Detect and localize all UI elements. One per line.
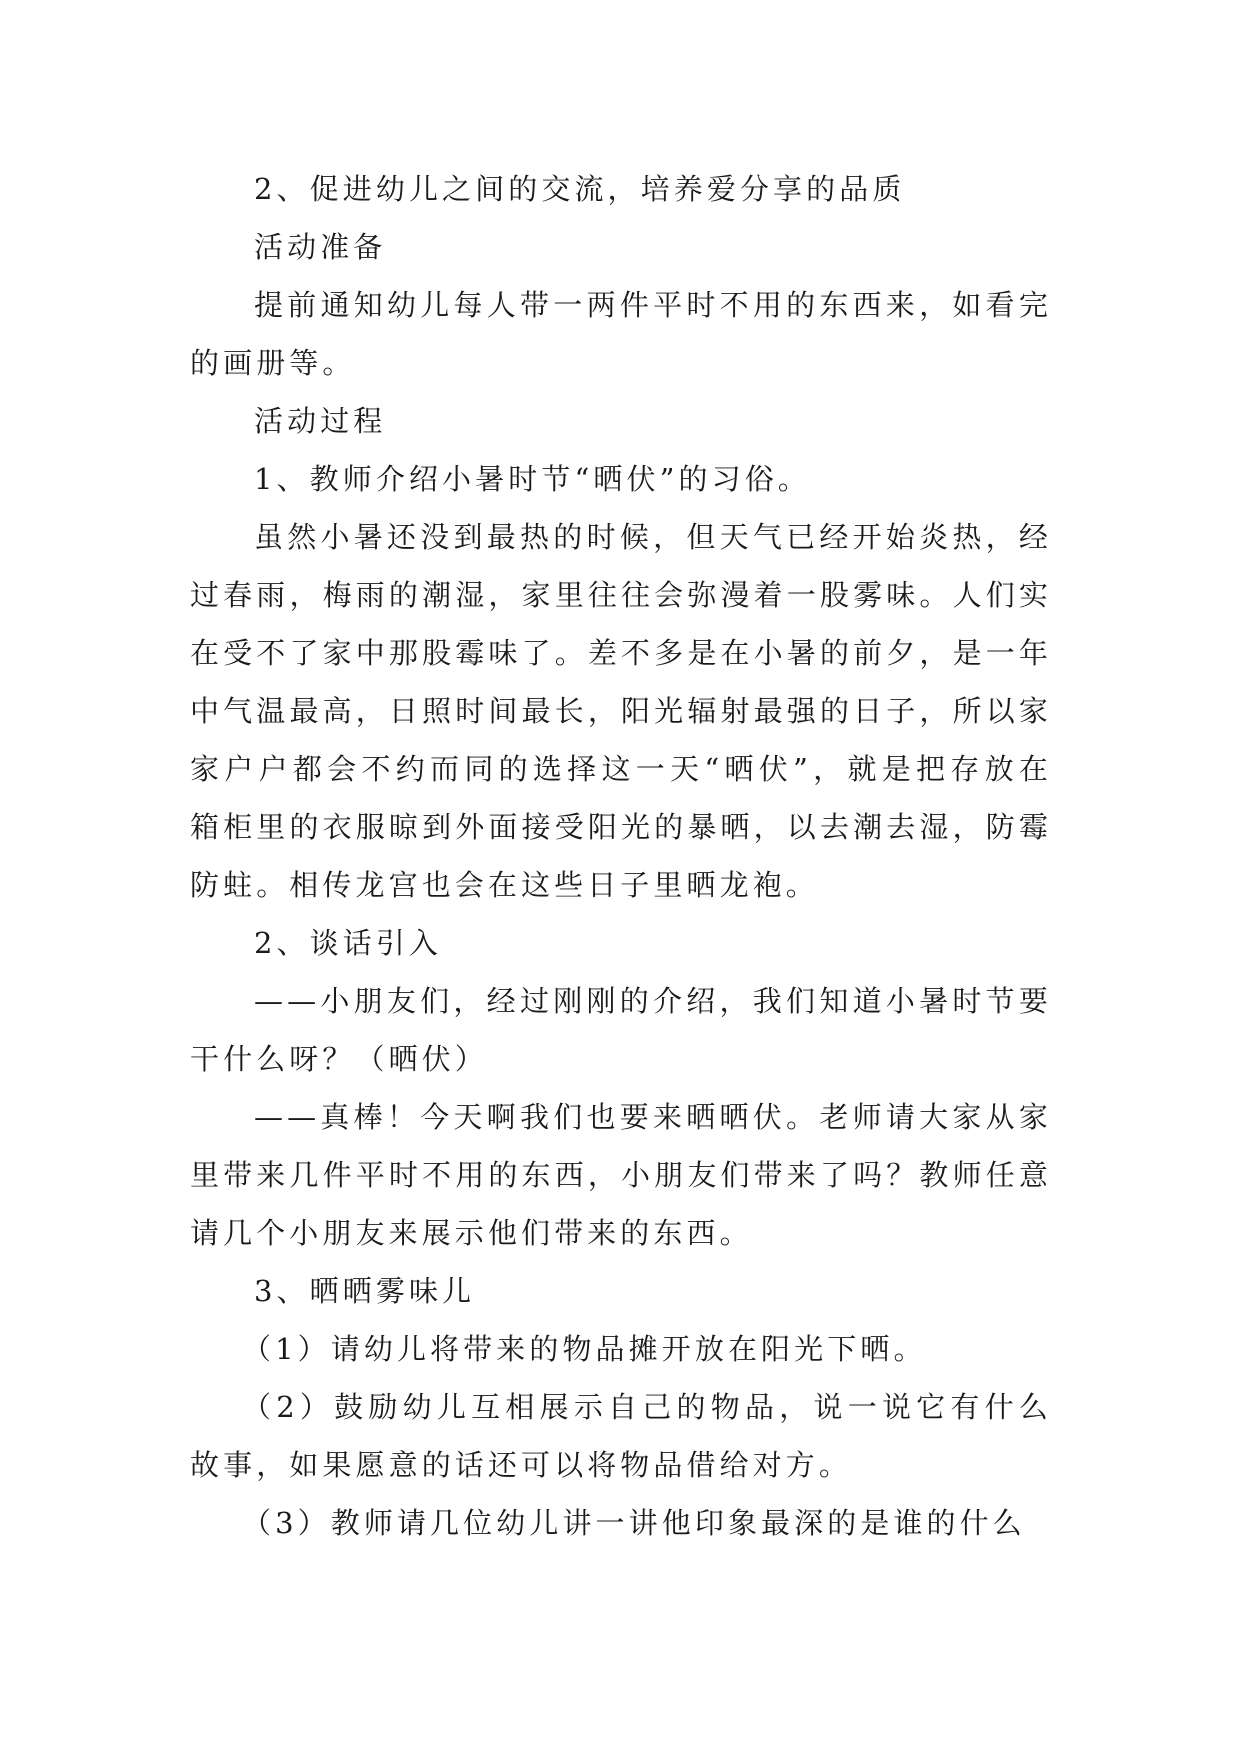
- paragraph-dialogue-1: ——小朋友们，经过刚刚的介绍，我们知道小暑时节要干什么呀？（晒伏）: [190, 984, 1052, 1076]
- paragraph-step-1-detail: 虽然小暑还没到最热的时候，但天气已经开始炎热，经过春雨，梅雨的潮湿，家里往往会弥漫着一股雾味。人们实在受不了家中那股霉味了。差不多是在小暑的前夕，是一年中气温最高，日照时间最长，阳光辐射最强的日子，所以家家户户都会不约而同的选择这一天“晒伏”，就是把存放在箱柜里的衣服晾到外面接受阳光的暴晒，以去潮去湿，防霉防蛀。相传龙宫也会在这些日子里晒龙袍。: [190, 520, 1052, 902]
- document-body: [190, 160, 1052, 1552]
- paragraph-step-1: 1、教师介绍小暑时节“晒伏”的习俗。: [254, 462, 811, 496]
- paragraph-substep-2: （2）鼓励幼儿互相展示自己的物品，说一说它有什么故事，如果愿意的话还可以将物品借给对方。: [190, 1390, 1052, 1482]
- paragraph-step-2: 2、谈话引入: [254, 926, 443, 960]
- heading-activity-preparation: 活动准备: [254, 230, 387, 264]
- paragraph-step-3: 3、晒晒雾味儿: [254, 1274, 476, 1308]
- paragraph-preparation: 提前通知幼儿每人带一两件平时不用的东西来，如看完的画册等。: [190, 288, 1052, 380]
- heading-activity-process: 活动过程: [254, 404, 387, 438]
- paragraph-goal-2: 2、促进幼儿之间的交流，培养爱分享的品质: [254, 172, 906, 206]
- paragraph-substep-1: （1）请幼儿将带来的物品摊开放在阳光下晒。: [242, 1332, 927, 1366]
- paragraph-dialogue-2: ——真棒！今天啊我们也要来晒晒伏。老师请大家从家里带来几件平时不用的东西，小朋友们带来了吗？教师任意请几个小朋友来展示他们带来的东西。: [190, 1100, 1052, 1250]
- paragraph-substep-3: （3）教师请几位幼儿讲一讲他印象最深的是谁的什么: [242, 1506, 1026, 1540]
